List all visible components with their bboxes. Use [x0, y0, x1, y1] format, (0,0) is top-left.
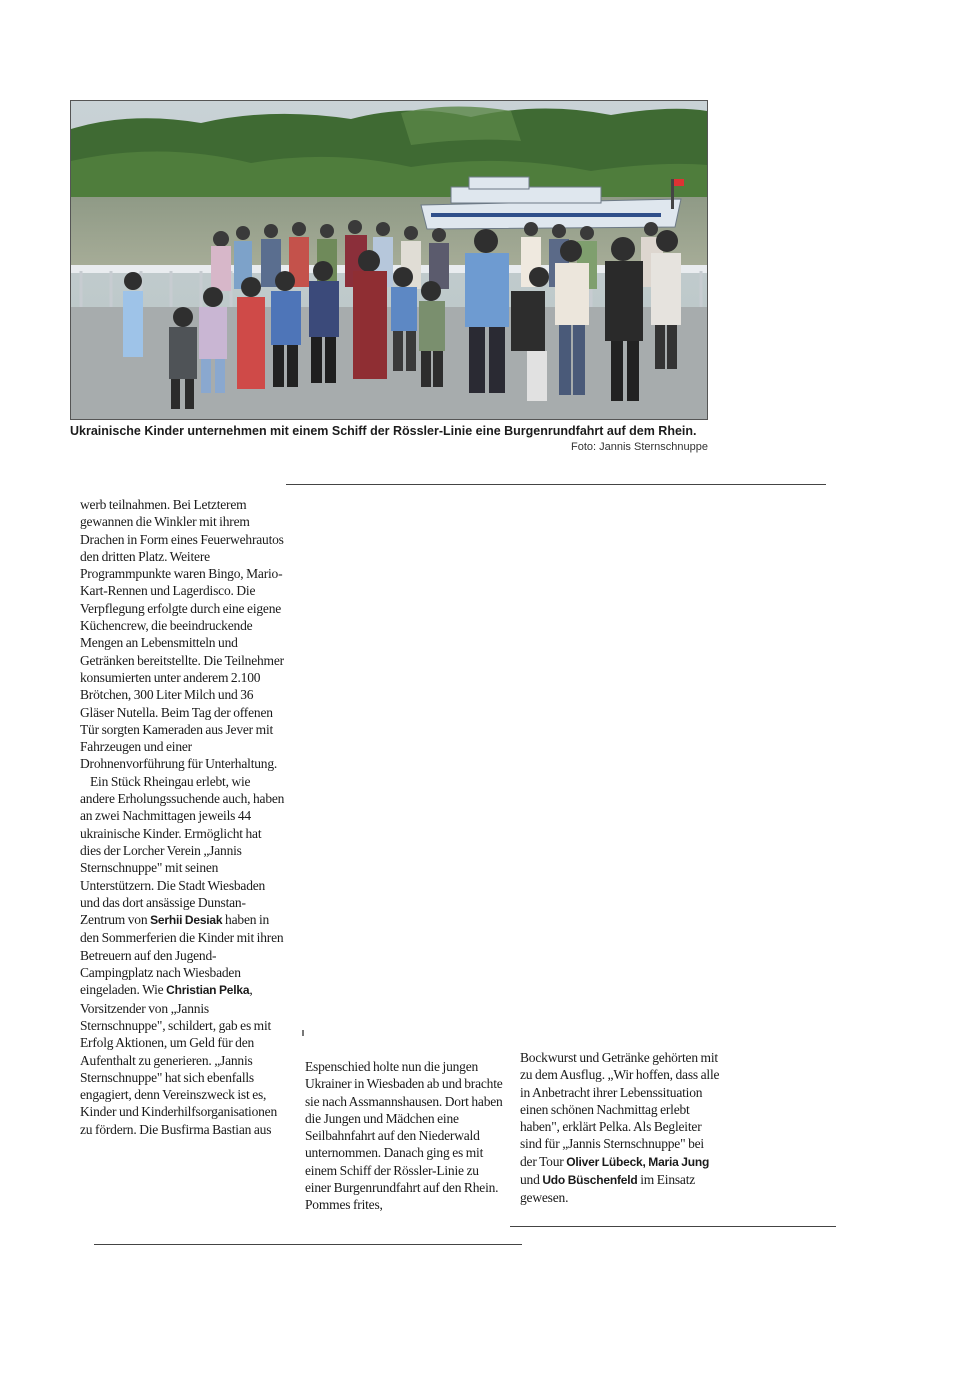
person-name: Christian Pelka — [166, 983, 250, 998]
photo-credit: Foto: Jannis Sternschnuppe — [571, 441, 708, 453]
paragraph-2 — [80, 773, 285, 1138]
divider-bottom-right — [510, 1226, 836, 1227]
paragraph-3: Espenschied holte nun die jungen Ukrainer in Wiesbaden ab und brachte sie nach Assmannshausen. Dort haben die Jungen und Mädchen eine Seilbahnfahrt auf den Niederwald unternommen. Danach ging es mit einem Schiff der Rössler-Linie zu einer Burgenrundfahrt auf den Rhein. Pommes frites, — [305, 1059, 503, 1213]
person-name: Udo Büschenfeld — [542, 1173, 638, 1188]
person-names: Oliver Lübeck, Maria Jung — [566, 1154, 710, 1169]
paragraph-4-text-b: und — [520, 1172, 543, 1188]
person-name: Serhii Desiak — [150, 913, 223, 928]
scan-mark — [302, 1030, 304, 1036]
article-column-3 — [520, 1049, 720, 1207]
group-photo-illustration — [71, 101, 707, 419]
article-column-2 — [305, 1058, 505, 1214]
divider-top — [286, 484, 826, 485]
photo-caption: Ukrainische Kinder unternehmen mit einem Schiff der Rössler-Linie eine Burgenrundfahrt auf dem Rhein. — [70, 424, 697, 438]
paragraph-4-text-c: im Einsatz gewesen. — [520, 1172, 696, 1206]
divider-bottom — [94, 1244, 522, 1245]
article-photo — [70, 100, 708, 420]
paragraph-2-text-c: , Vorsitzender von „Jannis Sternschnuppe", schildert, gab es mit Erfolg Aktionen, um Geld für den Aufenthalt zu generieren. „Jannis Sternschnuppe" hat sich ebenfalls engagiert, denn Vereinszweck ist es, Kinder und Kinderhilfsorganisationen zu fördern. Die Busfirma Bastian aus — [80, 982, 278, 1137]
paragraph-2-text-a: Ein Stück Rheingau erlebt, wie andere Erholungssuchende auch, haben an zwei Nachmittagen jeweils 44 ukrainische Kinder. Ermöglicht hat dies der Lorcher Verein „Jannis Sternschnuppe" mit seinen Unterstützern. Die Stadt Wiesbaden und das dort ansässige Dunstan-Zentrum von — [80, 773, 285, 928]
paragraph-4-text-a: Bockwurst und Getränke gehörten mit zu dem Ausflug. „Wir hoffen, dass alle in Anbetracht ihrer Lebenssituation einen schönen Nachmittag erlebt haben", erklärt Pelka. Als Begleiter sind für „Jannis Sternschnuppe" bei der Tour — [520, 1050, 720, 1169]
paragraph-4 — [520, 1049, 720, 1207]
article-column-1 — [80, 496, 285, 1138]
paragraph-2-text-b: haben in den Sommerferien die Kinder mit ihren Betreuern auf den Jugend-Campingplatz nach Wiesbaden eingeladen. Wie — [80, 912, 284, 998]
paragraph-1: werb teilnahmen. Bei Letzterem gewannen die Winkler mit ihrem Drachen in Form eines Feuerwehrautos den dritten Platz. Weitere Programmpunkte waren Bingo, Mario-Kart-Rennen und Lagerdisco. Die Verpflegung erfolgte durch eine eigene Küchencrew, die beeindruckende Mengen an Lebensmitteln und Getränken bereitstellte. Die Teilnehmer konsumierten unter anderem 2.100 Brötchen, 300 Liter Milch und 36 Gläser Nutella. Beim Tag der offenen Tür sorgten Kameraden aus Jever mit Fahrzeugen und einer Drohnenvorführung für Unterhaltung. — [80, 497, 284, 772]
